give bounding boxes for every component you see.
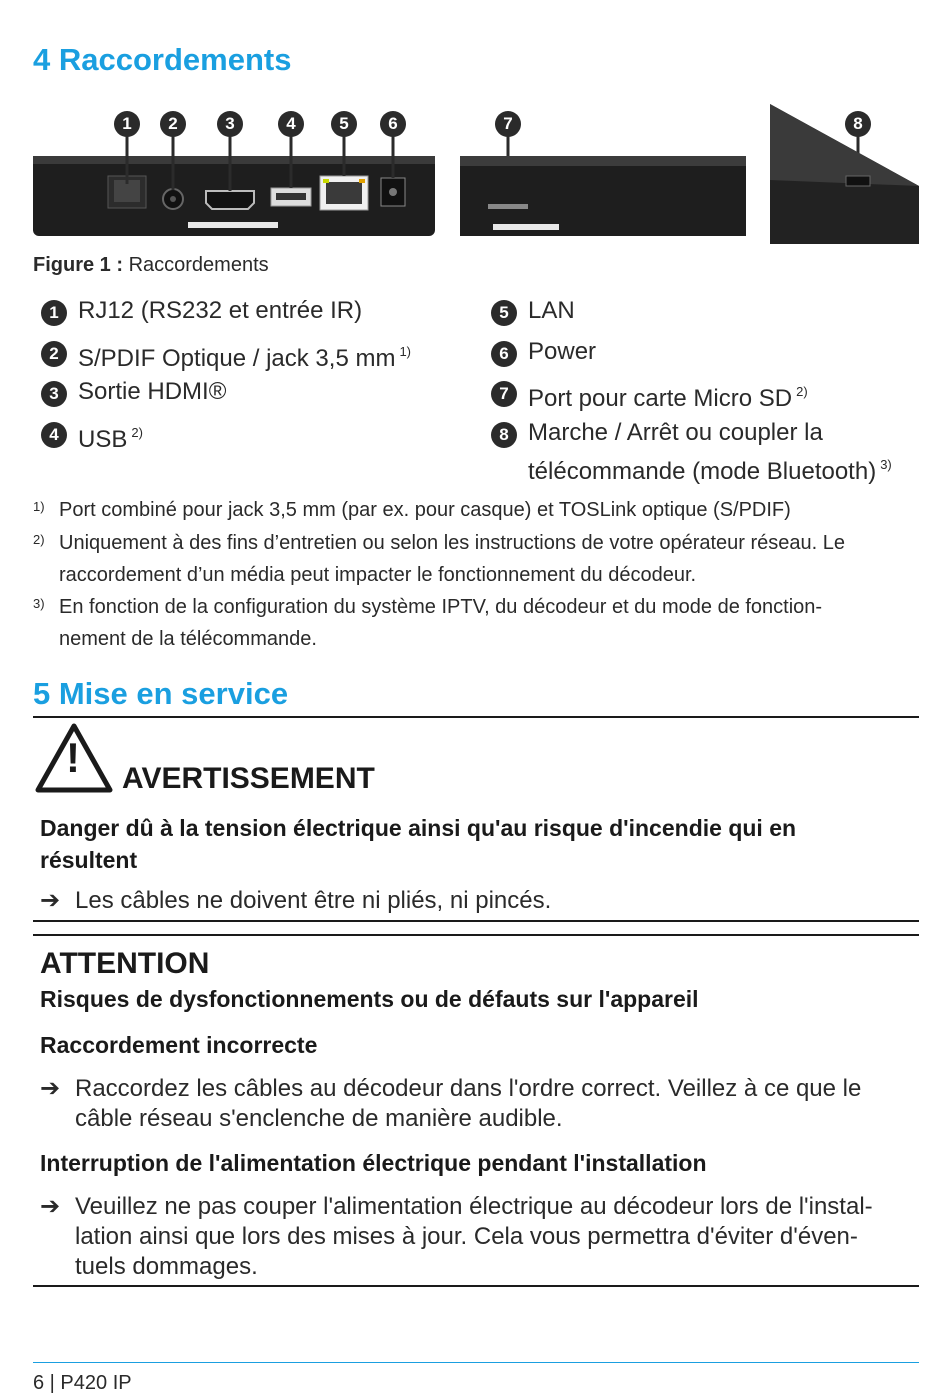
section-title-raccordements: 4 Raccordements <box>33 42 292 77</box>
divider <box>33 920 919 922</box>
callout-6: 6 <box>380 111 406 137</box>
attention-subheading: Interruption de l'alimentation électrique pendant l'installation <box>40 1150 707 1176</box>
divider <box>33 716 919 718</box>
footnote-ref: 2) <box>796 384 808 399</box>
figure-caption-text: Raccordements <box>128 254 269 276</box>
callout-1: 1 <box>114 111 140 137</box>
footnote-mark: 2) <box>33 532 45 547</box>
warning-exclamation: ! <box>66 734 80 781</box>
warning-subtitle-line: Danger dû à la tension électrique ainsi qu'au risque d'incendie qui en <box>40 815 797 841</box>
arrow-icon: ➔ <box>40 1075 61 1102</box>
callout-8: 8 <box>845 111 871 137</box>
legend-number: 8 <box>491 422 517 448</box>
callout-3: 3 <box>217 111 243 137</box>
instruction-text: Veuillez ne pas couper l'alimentation électrique au décodeur lors de l'instal- <box>75 1193 873 1220</box>
footnote-ref: 3) <box>880 457 892 472</box>
legend-text: Sortie HDMI® <box>78 378 227 405</box>
footnote <box>33 527 923 591</box>
microsd-slot <box>488 204 528 209</box>
legend-number: 3 <box>41 381 67 407</box>
legend-number: 5 <box>491 300 517 326</box>
warning-subtitle <box>40 812 796 876</box>
footnote-text: nement de la télécommande. <box>59 628 317 650</box>
callout-4: 4 <box>278 111 304 137</box>
instruction-text: Raccordez les câbles au décodeur dans l'ordre correct. Veillez à ce que le <box>75 1075 862 1102</box>
footnote-mark: 3) <box>33 596 45 611</box>
legend-number: 4 <box>41 422 67 448</box>
legend-text: RJ12 (RS232 et entrée IR) <box>78 297 363 324</box>
figure-caption <box>33 254 269 277</box>
section-title-mise-en-service: 5 Mise en service <box>33 676 289 711</box>
arrow-icon: ➔ <box>40 1193 61 1220</box>
legend-text: Port pour carte Micro SD <box>528 385 793 412</box>
attention-instruction <box>40 1074 861 1134</box>
hdmi-port <box>206 191 254 209</box>
legend-text: Marche / Arrêt ou coupler la <box>528 419 823 446</box>
attention-instruction <box>40 1192 873 1282</box>
instruction-text: tuels dommages. <box>75 1253 258 1280</box>
footnote-ref: 1) <box>399 344 411 359</box>
footer-rule <box>33 1362 919 1363</box>
divider <box>33 1285 919 1287</box>
warning-title: AVERTISSEMENT <box>122 762 375 795</box>
instruction-text: lation ainsi que lors des mises à jour. Cela vous permettra d'éviter d'éven- <box>75 1223 858 1250</box>
legend-number: 2 <box>41 341 67 367</box>
callout-2: 2 <box>160 111 186 137</box>
legend-text: Power <box>528 338 597 365</box>
legend-text: LAN <box>528 297 575 324</box>
connections-figure <box>33 100 919 246</box>
legend-number: 1 <box>41 300 67 326</box>
divider <box>33 934 919 936</box>
attention-title: ATTENTION <box>40 947 210 980</box>
arrow-icon: ➔ <box>40 887 61 914</box>
power-button <box>846 176 870 186</box>
legend-text: USB <box>78 426 128 453</box>
figure-label: Figure 1 : <box>33 254 124 276</box>
attention-subheading: Raccordement incorrecte <box>40 1032 318 1058</box>
footnote <box>33 494 923 526</box>
legend-number: 6 <box>491 341 517 367</box>
legend-number: 7 <box>491 381 517 407</box>
page-footer: 6 | P420 IP <box>33 1372 132 1394</box>
footnote-text: En fonction de la configuration du système IPTV, du décodeur et du mode de fonction- <box>59 596 823 618</box>
footnote-ref: 2) <box>131 425 143 440</box>
callout-7: 7 <box>495 111 521 137</box>
footnote-mark: 1) <box>33 499 45 514</box>
footnote-text: Port combiné pour jack 3,5 mm (par ex. pour casque) et TOSLink optique (S/PDIF) <box>59 499 791 521</box>
instruction-text: Les câbles ne doivent être ni pliés, ni pincés. <box>75 887 552 914</box>
callout-5: 5 <box>331 111 357 137</box>
footnote <box>33 591 923 655</box>
warning-subtitle-line: résultent <box>40 847 138 873</box>
footnote-text: raccordement d’un média peut impacter le fonctionnement du décodeur. <box>59 564 697 586</box>
attention-subtitle: Risques de dysfonctionnements ou de défauts sur l'appareil <box>40 986 699 1012</box>
instruction-text: câble réseau s'enclenche de manière audible. <box>75 1105 563 1132</box>
warning-instruction <box>40 886 551 916</box>
legend-text: S/PDIF Optique / jack 3,5 mm <box>78 345 396 372</box>
legend-text: télécommande (mode Bluetooth) <box>528 458 877 485</box>
footnote-text: Uniquement à des fins d’entretien ou selon les instructions de votre opérateur réseau. Le <box>59 532 846 554</box>
